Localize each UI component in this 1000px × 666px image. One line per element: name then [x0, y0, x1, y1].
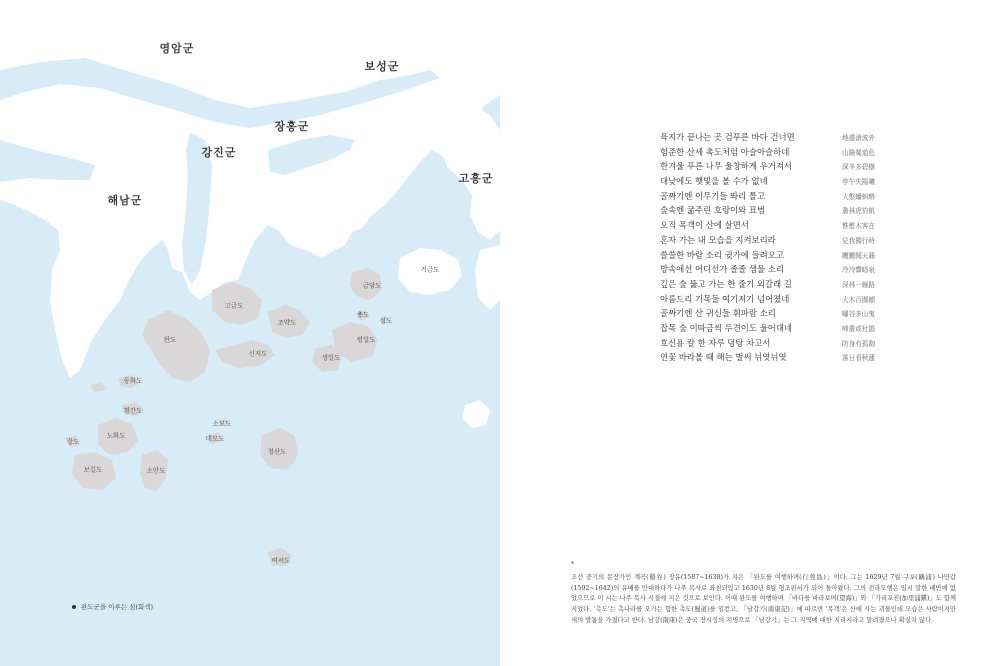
poem-line [660, 234, 875, 249]
poem-korean: 잡목 숲 이따금씩 두견이도 울어대네 [660, 322, 793, 333]
poem-korean: 호신용 칼 한 자루 덩탕 차고서 [660, 337, 771, 348]
poem-korean: 연꽃 바라볼 때 해는 벌써 뉘엿뉘엿 [660, 352, 787, 363]
poem-korean: 험준한 산세 촉도처럼 아슬아슬하네 [660, 146, 790, 157]
footnote-text: 조선 중기의 문장가인 계곡(谿谷) 장유(1587~1638)가 지은 「완도를 여행하며(行莞島)」이다. 그는 1629년 7월 구포(鷗浦) 나만갑(1592~1642)의 유배를 만대하다가 나주 목사로 좌천되었고 1630년 8월 형조판서가 되어 돌아왔다. 그의 전라도행은 일시 말한 배반에 없었으므로 이 시는 나주 목사 시절에 지은 것으로 보인다. 이때 완도를 여행하며 「바다를 바라보며(望海)」와 「가리포진(加里浦鎭)」도 함께 지었다. ‘촉도’는 촉나라를 오가는 험한 촉도(蜀道)를 일컫고, 「남강기(南康記)」에 따르면 ‘목객’은 산에 사는 괴물인데 모습은 사람이지만 새의 발톱을 가졌다고 한다. 남강(南康)은 중국 장시성의 지명으로 「남강기」는 그 지역에 대한 지리지라고 알려졌으나 확실치 않다. [571, 573, 956, 624]
poem-hanja: 深林一線路 [842, 280, 875, 289]
poem-hanja: 落日看秋蓮 [842, 354, 875, 363]
county-label-boseong: 보성군 [364, 60, 400, 73]
map-legend [72, 602, 153, 611]
poem-korean: 오직 목객이 산에 살면서 [660, 220, 749, 231]
county-label-haenam: 해남군 [107, 194, 143, 207]
poem-hanja: 大木百圍顚 [842, 295, 875, 304]
island-label-gogeumdo: 고금도 [224, 301, 244, 310]
county-label-janghung: 장흥군 [274, 120, 310, 133]
poem [660, 131, 875, 366]
poem-korean: 쓸쓸한 바람 소리 귓가에 들려오고 [660, 249, 784, 260]
footnote-marker: * [571, 561, 574, 568]
island-label-bogildo: 보길도 [83, 465, 103, 474]
county-label-goheung: 고흥군 [458, 172, 494, 185]
poem-korean: 방속에선 어디선가 졸졸 샘물 소리 [660, 264, 784, 275]
poem-line [660, 146, 875, 161]
text-page [500, 0, 1000, 666]
island-label-yeoseodo: 여서도 [271, 556, 291, 565]
island-label-chungdo: 충도 [356, 310, 370, 319]
island-label-daemodo: 대모도 [205, 434, 225, 443]
island-label-somodo: 소모도 [212, 419, 232, 428]
poem-hanja: 冷冷響暗泉 [842, 266, 875, 275]
poem-line [660, 190, 875, 205]
poem-line [660, 307, 875, 322]
legend-bullet-icon [72, 605, 76, 609]
island-label-wando: 완도 [163, 335, 177, 344]
island-label-soando: 소안도 [146, 466, 166, 475]
poem-line [660, 160, 875, 175]
footnote [571, 560, 956, 627]
poem-hanja: 亭午失陽曦 [842, 178, 875, 187]
poem-korean: 깊은 숲 뚫고 가는 한 줄기 외갈래 길 [660, 278, 792, 289]
poem-korean: 한겨울 푸른 나무 울창하게 우거져서 [660, 161, 793, 172]
poem-korean: 아름드리 기목들 여기저기 넘어졌네 [660, 293, 790, 304]
poem-hanja: 地盡滄波外 [842, 134, 875, 142]
poem-hanja: 山險蜀道危 [842, 148, 875, 157]
legend-text: 완도군을 이루는 섬(회색) [81, 603, 153, 611]
poem-korean: 숲속엔 굶주린 호랑이와 표범 [660, 205, 766, 216]
island-label-dongwha: 동화도 [123, 376, 143, 385]
island-label-sinjido: 신지도 [248, 349, 268, 358]
county-label-yeongam: 영암군 [159, 42, 195, 55]
poem-hanja: 嘯谷多山鬼 [842, 310, 875, 319]
poem-line [660, 249, 875, 264]
island-label-geogeumdo: 거금도 [420, 265, 440, 274]
poem-hanja: 見我獨行時 [842, 236, 875, 245]
island-label-cheongsando: 청산도 [267, 447, 287, 456]
poem-hanja: 颼颼聞天籟 [842, 251, 875, 260]
poem-line [660, 337, 875, 352]
poem-korean: 대낮에도 햇빛을 볼 수가 없네 [660, 176, 768, 187]
poem-hanja: 啼叢或杜鵑 [842, 324, 875, 333]
poem-korean: 육지가 끝나는 곳 검푸른 바다 건너면 [660, 132, 795, 142]
island-label-pyeongildo: 평일도 [356, 335, 376, 344]
poem-hanja: 大壑蟠虯蟒 [842, 192, 875, 201]
island-label-joyakdo: 조약도 [277, 318, 297, 327]
island-label-jangdo: 장도 [66, 437, 80, 446]
island-label-geumdangdo: 금당도 [362, 281, 382, 290]
poem-line [660, 219, 875, 234]
poem-line [660, 131, 875, 146]
poem-korean: 골짜기엔 이무기들 똬리 틀고 [660, 190, 766, 201]
poem-korean: 혼자 가는 내 모습을 지켜보리라 [660, 234, 776, 245]
poem-korean: 골짜기엔 산 귀신들 휘파람 소리 [660, 308, 776, 319]
poem-hanja: 叢林虎豹飢 [842, 207, 875, 216]
county-label-gangjin: 강진군 [201, 146, 237, 159]
poem-hanja: 防身有孤劍 [842, 339, 875, 348]
island-label-nohwado: 노화도 [106, 431, 126, 440]
poem-line [660, 175, 875, 190]
poem-line [660, 204, 875, 219]
poem-line [660, 263, 875, 278]
island-label-heukildo: 횡간도 [123, 406, 143, 415]
island-label-saengildo: 생일도 [321, 353, 341, 362]
poem-line [660, 322, 875, 337]
poem-line [660, 278, 875, 293]
island-label-seomdo: 섬도 [379, 316, 393, 325]
poem-hanja: 惟應木客在 [842, 222, 875, 231]
poem-line [660, 293, 875, 308]
poem-hanja: 深冬多碧樹 [842, 163, 875, 172]
poem-line [660, 351, 875, 366]
